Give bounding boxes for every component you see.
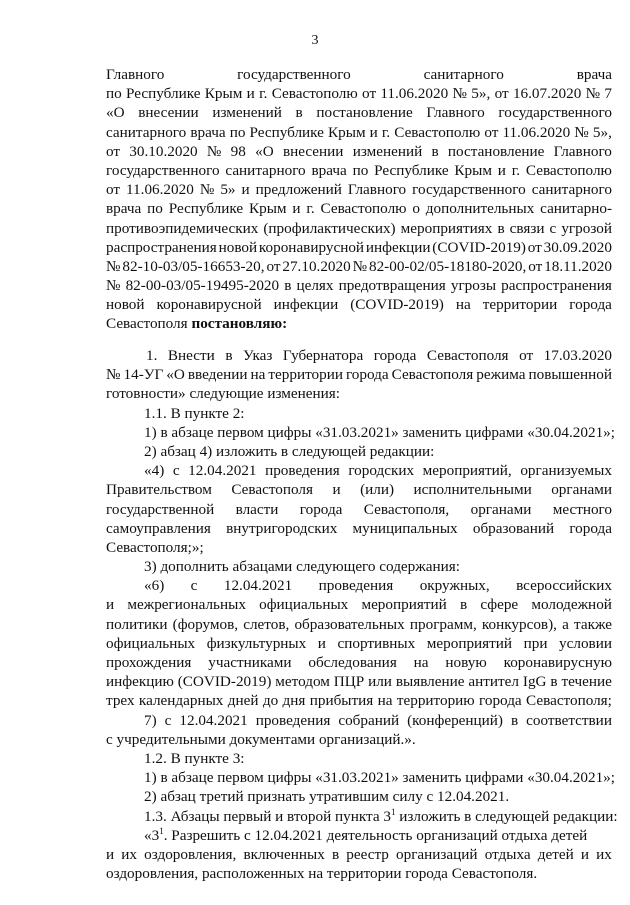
word: на [413, 654, 429, 671]
word: Указ [243, 347, 273, 364]
word: в [459, 596, 468, 614]
word: их [596, 845, 612, 863]
word: санитарно- [540, 200, 612, 218]
word: официальных [259, 596, 349, 614]
subitem-1-3 [106, 806, 618, 826]
word: 5» [220, 181, 236, 199]
word: в [497, 219, 505, 237]
word: коронавирусную [503, 654, 612, 671]
word: № [352, 257, 368, 275]
item-1-intro [106, 346, 612, 365]
word: Республике [249, 123, 324, 141]
word: 16.07.2020 [512, 85, 582, 103]
word: № [106, 366, 121, 384]
word: Севастополя [231, 481, 313, 499]
word: внесении [138, 104, 199, 122]
text-line [106, 845, 612, 864]
word: на [377, 692, 393, 710]
word: мероприятий [361, 596, 447, 614]
word: врача [576, 66, 612, 83]
text-line-final [106, 314, 612, 333]
word: (конференций) [407, 711, 503, 729]
word: политики [106, 615, 168, 633]
word: организуемых [520, 462, 612, 480]
text-line: 3) дополнить абзацами следующего содержания: [144, 558, 460, 576]
word: власти [235, 500, 279, 518]
text-line [106, 595, 612, 614]
text-line: оздоровления, расположенных на территории города Севастополя. [106, 865, 538, 883]
word: организаций [396, 845, 478, 863]
changes-block [106, 346, 618, 883]
word: г. [259, 85, 268, 103]
word: органами [470, 500, 532, 518]
word: проведения [255, 711, 331, 729]
word: от [362, 85, 377, 103]
word: угрозой [561, 219, 612, 237]
word: по [147, 200, 163, 218]
word: самоуправления [106, 519, 211, 537]
word: Севастополя [426, 347, 509, 364]
word: от [527, 238, 542, 256]
word: в [225, 347, 233, 364]
word: введении [187, 366, 248, 384]
word: методом [275, 673, 330, 691]
word: в [510, 711, 519, 729]
text-line [106, 576, 612, 595]
word: от [266, 257, 281, 275]
word: новой [106, 296, 145, 314]
word: территорию [396, 692, 475, 710]
word: сфере [480, 596, 519, 614]
word: № [574, 123, 589, 141]
word: календарных [138, 692, 224, 710]
word: 27.10.2020 [282, 257, 351, 275]
text-line [106, 123, 612, 142]
word: трех [106, 692, 135, 710]
word: «О [106, 104, 125, 122]
word: и [246, 85, 255, 103]
word: на [455, 296, 471, 314]
word: от [484, 123, 499, 141]
word: дополнительных [425, 200, 535, 218]
word: Севастополю [394, 123, 481, 141]
word: окружных, [419, 577, 490, 595]
word: выявление [395, 673, 465, 691]
word: ПЦР [333, 673, 365, 691]
word: противоэпидемических [106, 219, 259, 237]
word: дня [282, 692, 306, 710]
word: образований [472, 519, 555, 537]
text-line: Севастополя;»; [106, 538, 204, 556]
word: и [106, 596, 115, 614]
word: изменений [212, 104, 282, 122]
text-line [106, 103, 612, 122]
word: 17.03.2020 [543, 347, 612, 364]
word: их [121, 845, 138, 863]
word: Главного [347, 181, 407, 199]
word: проведения [318, 577, 394, 595]
word: Республике [168, 200, 244, 218]
word: 18.11.2020 [544, 257, 612, 275]
text-line [106, 365, 612, 384]
word: угрозы [450, 277, 497, 295]
word: отдыха [484, 845, 531, 863]
word: «6) [144, 577, 165, 595]
word: 7 [604, 85, 612, 103]
text-part: «3 [144, 826, 160, 844]
word: городских [348, 462, 415, 480]
word: Крым [248, 200, 287, 218]
word: города [345, 366, 389, 384]
word: 12.04.2021 [223, 577, 293, 595]
word: спортивных [337, 634, 416, 652]
word: течение [561, 673, 612, 691]
word: Главного [106, 66, 165, 83]
word: физкультурных [206, 634, 307, 652]
text-line [106, 295, 612, 314]
word: соответствии [526, 711, 612, 729]
word: «О [255, 142, 274, 160]
superscript: 1 [390, 806, 396, 817]
word: распространения [106, 238, 217, 256]
word: Губернатора [282, 347, 364, 364]
word: от [528, 257, 543, 275]
word: государственного [106, 161, 220, 179]
text-line [106, 257, 612, 276]
word: и [497, 161, 506, 179]
word: постановление [447, 142, 545, 160]
word: с [172, 462, 180, 480]
word: органами [551, 481, 612, 499]
text-line [106, 219, 612, 238]
word: исполнительными [413, 481, 532, 499]
text-prefix: Севастополя [106, 315, 188, 333]
word: Севастополю [320, 200, 407, 218]
word: образовательных [294, 615, 405, 633]
word: врача [311, 161, 347, 179]
word: Республике [374, 161, 449, 179]
text-line: готовности» следующие изменения: [106, 385, 340, 403]
word: 1. [146, 347, 158, 364]
word: 98 [230, 142, 246, 160]
subitem-1-2: 1.2. В пункте 3: [144, 749, 245, 767]
text-line [106, 634, 612, 653]
word: 82-00-02/05-18180-2020, [368, 257, 527, 275]
word: слетов, [243, 615, 290, 633]
word: с [190, 577, 198, 595]
word: молодежной [531, 596, 612, 614]
word: до [262, 692, 279, 710]
word: условии [559, 634, 612, 652]
word: конкурсов), [481, 615, 557, 633]
word: 14-УГ [123, 366, 164, 384]
text-line [106, 65, 612, 84]
word: № [199, 181, 215, 199]
word: № [106, 257, 121, 275]
preamble-block [106, 65, 612, 334]
word: 30.09.2020 [543, 238, 612, 256]
resolution-word: постановляю: [191, 315, 288, 333]
word: мероприятий [426, 634, 513, 652]
word: № [106, 277, 121, 295]
word: государственного [498, 104, 612, 122]
word: города [373, 347, 417, 364]
word: по [106, 85, 122, 103]
word: в [284, 277, 292, 295]
text-line [106, 180, 612, 199]
word: предложений [255, 181, 342, 199]
word: города [299, 500, 343, 518]
word: по [352, 161, 369, 179]
word: 82-10-03/05-16653-20, [122, 257, 265, 275]
word: государственного [237, 66, 351, 83]
word: территории [268, 366, 343, 384]
word: от [519, 347, 534, 364]
word: по [229, 123, 246, 141]
word: официальных [106, 634, 196, 652]
page-number: 3 [311, 33, 319, 48]
word: и [332, 481, 341, 499]
word: предотвращения [338, 277, 446, 295]
word: 12.04.2021 [179, 711, 248, 729]
word: участниками [208, 654, 292, 671]
word: внесении [282, 142, 344, 160]
word: новой [218, 238, 258, 256]
word: Внести [167, 347, 215, 364]
word: целях [296, 277, 334, 295]
word: с [549, 219, 557, 237]
word: врача [190, 123, 226, 141]
word: от [494, 85, 509, 103]
word: инфекции [365, 238, 431, 256]
word: (COVID-2019) [432, 238, 526, 256]
text-line [106, 519, 612, 538]
word: (COVID-2019) [350, 296, 444, 314]
word: государственной [106, 500, 215, 518]
word: г. [381, 123, 391, 141]
subitem-1-1: 1.1. В пункте 2: [144, 404, 245, 422]
text-line [106, 826, 612, 845]
word: реестр [346, 845, 389, 863]
word: с [164, 711, 172, 729]
text-line: 1) в абзаце первом цифры «31.03.2021» заменить цифрами «30.04.2021»; [144, 769, 615, 787]
word: 30.10.2020 [129, 142, 198, 160]
word: Крым [204, 85, 243, 103]
word: коронавирусной [258, 238, 365, 256]
word: включенных [243, 845, 325, 863]
word: 5», [592, 123, 612, 141]
word: Республике [126, 85, 201, 103]
word: в [431, 142, 439, 160]
word: «О [166, 366, 185, 384]
text-line [106, 276, 612, 295]
text-part: изложить в следующей редакции: [395, 807, 618, 825]
word: связи [509, 219, 545, 237]
text-line [106, 199, 612, 218]
word: врача [106, 200, 142, 218]
word: дней [227, 692, 259, 710]
word: проведения [265, 462, 340, 480]
text-line [106, 500, 612, 519]
word: (COVID-2019) [177, 673, 272, 691]
text-line: с учредительными документами организаций.». [106, 730, 416, 748]
word: прохождения [106, 654, 192, 671]
word: обследования [308, 654, 397, 671]
word: и [580, 845, 590, 863]
word: Правительством [106, 481, 212, 499]
text-line [106, 691, 612, 710]
word: а [562, 615, 569, 633]
word: мероприятиях [400, 219, 493, 237]
word: санитарного [106, 123, 187, 141]
word: и [106, 845, 115, 863]
word: коронавирусной [156, 296, 262, 314]
word: прибытия [309, 692, 374, 710]
word: и [241, 181, 250, 199]
text-line: 1) в абзаце первом цифры «31.03.2021» заменить цифрами «30.04.2021»; [144, 423, 615, 441]
word: санитарного [423, 66, 504, 83]
word: изменений [352, 142, 423, 160]
word: Главного [553, 142, 612, 160]
word: на [250, 366, 266, 384]
text-part: . Разрешить с 12.04.2021 деятельность организаций отдыха детей [163, 826, 588, 844]
text-line [106, 461, 612, 480]
word: № [585, 85, 601, 103]
word: Севастополя, [363, 500, 450, 518]
word: Крым [454, 161, 492, 179]
word: и [317, 634, 326, 652]
text-line [106, 238, 612, 257]
word: г. [306, 200, 315, 218]
word: оздоровления, [144, 845, 237, 863]
word: распространения [501, 277, 612, 295]
word: (профилактических) [263, 219, 396, 237]
word: новую [445, 654, 487, 671]
word: муниципальных [352, 519, 458, 537]
word: государственного [412, 181, 526, 199]
word: (форумов, [172, 615, 239, 633]
word: в [331, 845, 340, 863]
word: при [523, 634, 548, 652]
word: инфекцию [106, 673, 174, 691]
word: межрегиональных [127, 596, 246, 614]
word: инфекции [273, 296, 339, 314]
text-part: 1.3. Абзацы первый и второй пункта 3 [144, 807, 391, 825]
word: 12.04.2021 [188, 462, 257, 480]
word: о [412, 200, 420, 218]
word: санитарного [225, 161, 306, 179]
word: в [550, 673, 558, 691]
word: также [574, 615, 612, 633]
word: Главного [426, 104, 485, 122]
word: города [479, 692, 522, 710]
word: детей [537, 845, 574, 863]
word: 5», [471, 85, 491, 103]
word: № [452, 85, 467, 103]
text-line: 2) абзац третий признать утратившим силу с 12.04.2021. [144, 788, 510, 806]
word: 11.06.2020 [502, 123, 571, 141]
word: Севастополю [525, 161, 612, 179]
word: г. [511, 161, 521, 179]
text-line [106, 480, 612, 499]
word: или [368, 673, 392, 691]
word: от [106, 142, 121, 160]
word: Севастополя; [526, 692, 612, 710]
word: и [292, 200, 301, 218]
text-line [106, 672, 612, 691]
word: 11.06.2020 [126, 181, 194, 199]
text-line [106, 653, 612, 672]
word: Севастополя [391, 366, 474, 384]
word: антител [468, 673, 519, 691]
word: Севастополю [271, 85, 358, 103]
word: собраний [338, 711, 400, 729]
word: от [106, 181, 121, 199]
word: в [295, 104, 303, 122]
text-line [106, 615, 612, 634]
text-line [106, 711, 612, 730]
word: постановление [316, 104, 413, 122]
word: IgG [522, 673, 547, 691]
word: всероссийских [516, 577, 612, 595]
word: местного [552, 500, 612, 518]
word: 11.06.2020 [380, 85, 449, 103]
word: Крым [328, 123, 366, 141]
word: города [569, 519, 612, 537]
word: внутригородских [226, 519, 338, 537]
word: санитарного [531, 181, 612, 199]
text-line [106, 161, 612, 180]
word: 82-00-03/05-19495-2020 [125, 277, 280, 295]
word: № [206, 142, 222, 160]
word: 7) [144, 711, 157, 729]
word: программ, [409, 615, 477, 633]
word: (или) [360, 481, 395, 499]
word: и [369, 123, 378, 141]
word: города [569, 296, 612, 314]
superscript: 1 [159, 825, 164, 836]
word: режима [476, 366, 526, 384]
word: повышенной [528, 366, 612, 384]
word: «4) [144, 462, 165, 480]
text-line [106, 142, 612, 161]
text-line [106, 84, 612, 103]
text-line: 2) абзац 4) изложить в следующей редакции: [144, 442, 435, 460]
word: мероприятий, [422, 462, 512, 480]
word: территории [482, 296, 558, 314]
